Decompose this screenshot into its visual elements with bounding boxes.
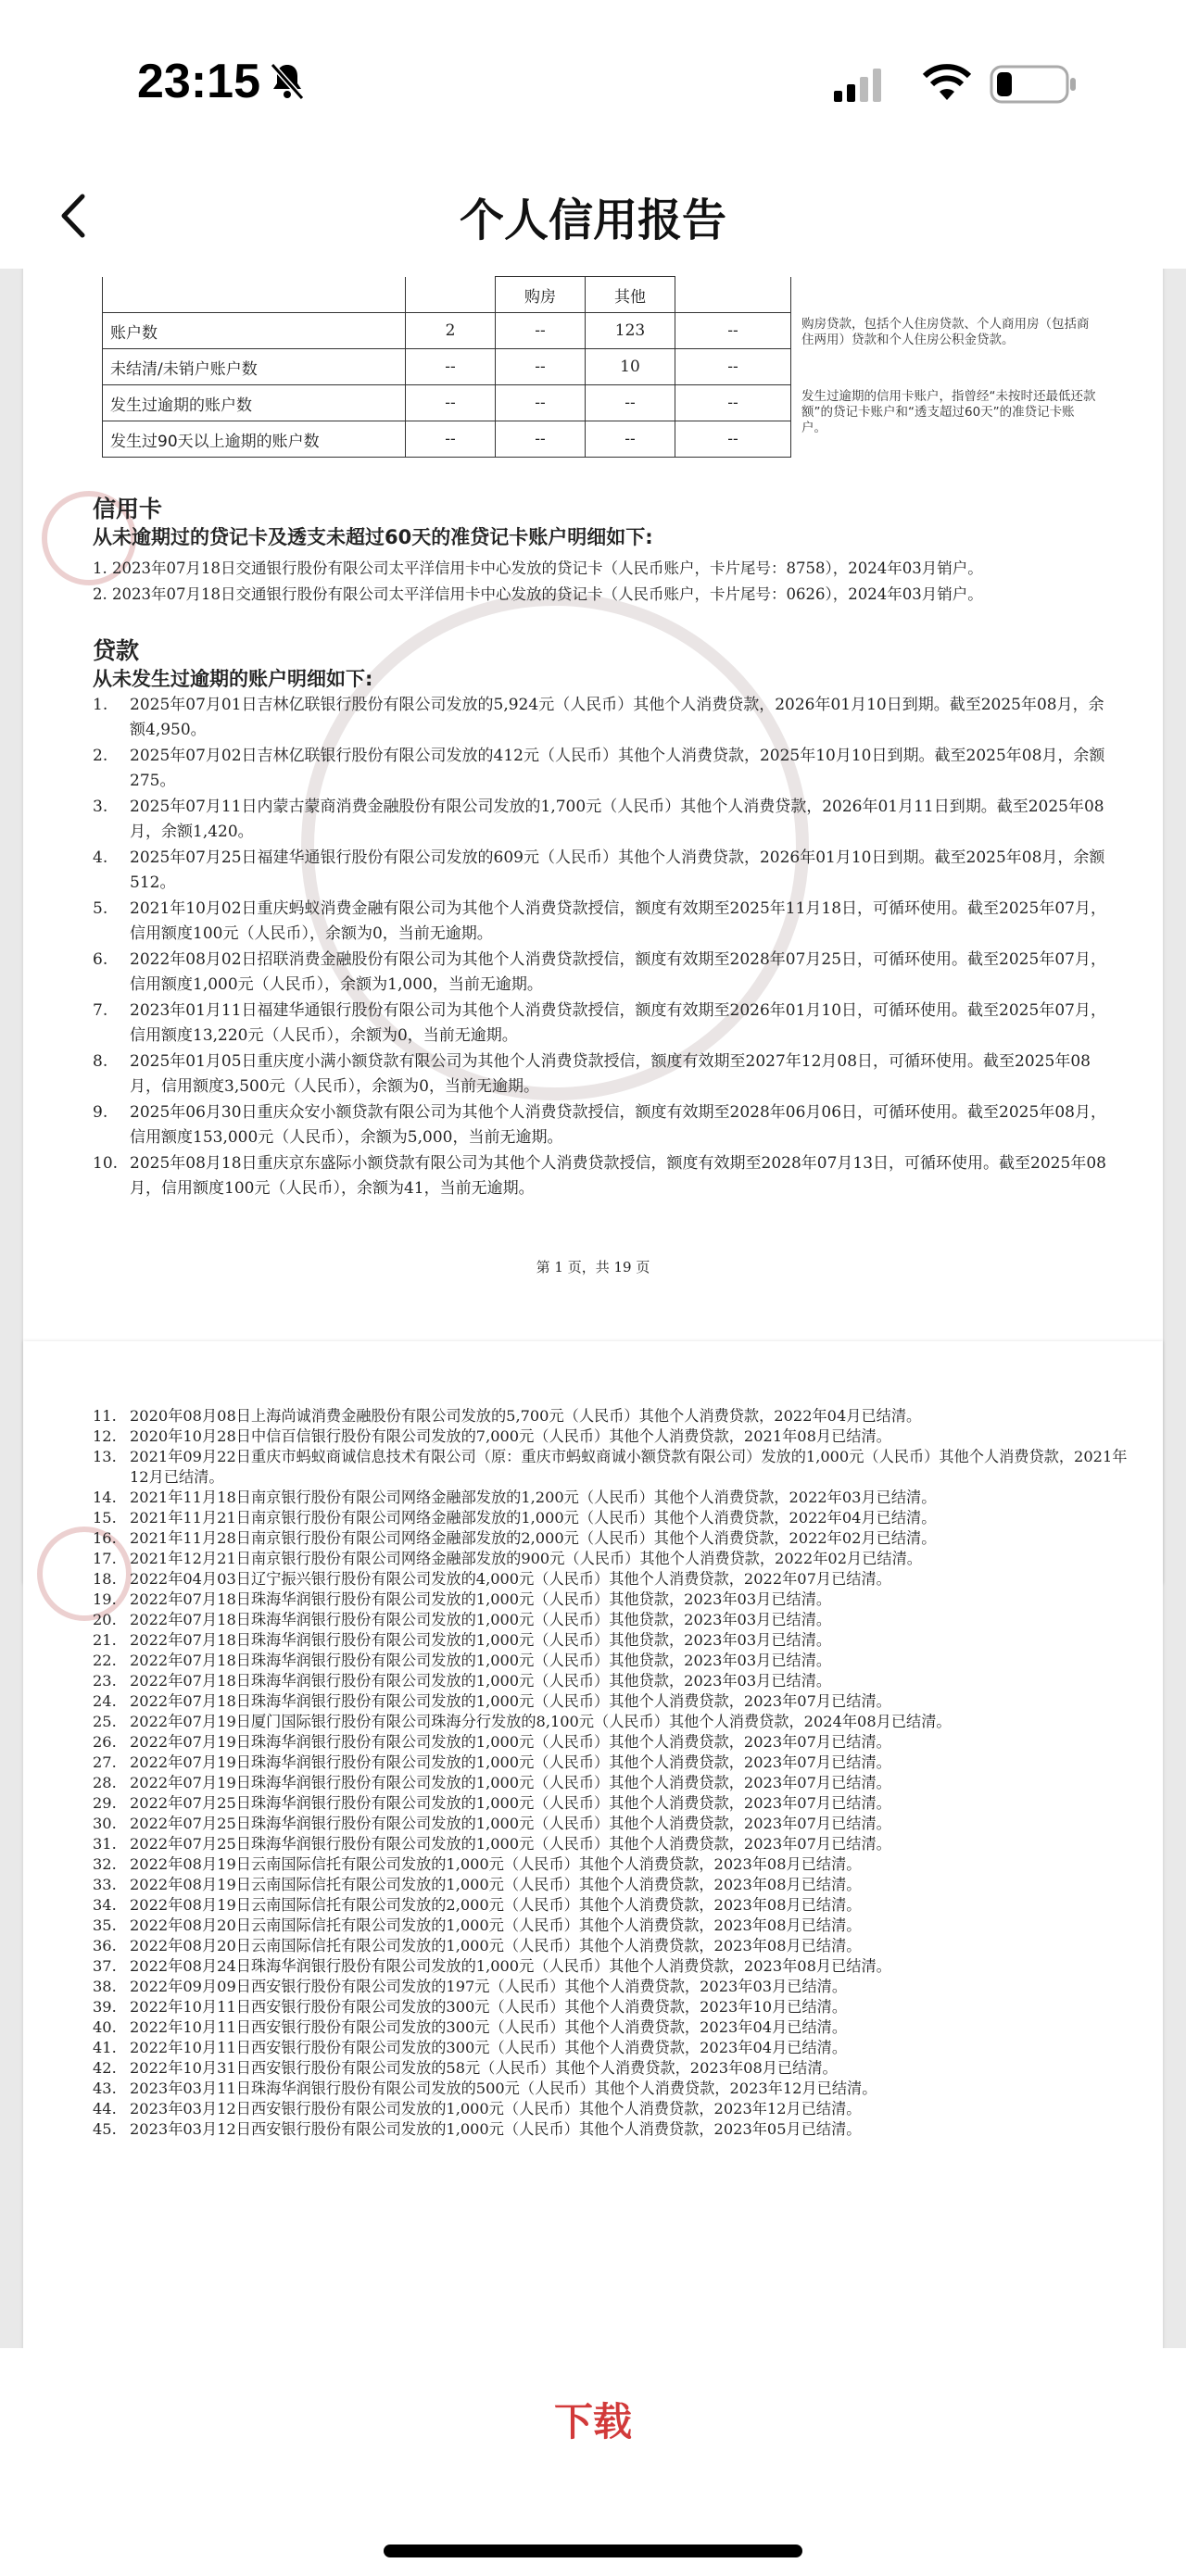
history-item: 39. 2022年10月11日西安银行股份有限公司发放的300元（人民币）其他个人消费贷款，2023年10月已结清。: [93, 1998, 848, 2016]
loan-item: 5. 2021年10月02日重庆蚂蚁消费金融有限公司为其他个人消费贷款授信，额度有效期至2025年11月18日，可循环使用。截至2025年07月，信用额度100元（人民币），余额为0，当前无逾期。: [93, 899, 1106, 943]
history-item: 38. 2022年09月09日西安银行股份有限公司发放的197元（人民币）其他个人消费贷款，2023年03月已结清。: [93, 1978, 848, 1995]
history-item: 41. 2022年10月11日西安银行股份有限公司发放的300元（人民币）其他个人消费贷款，2023年04月已结清。: [93, 2039, 848, 2056]
history-item: 20. 2022年07月18日珠海华润银行股份有限公司发放的1,000元（人民币）其他贷款，2023年03月已结清。: [93, 1611, 832, 1628]
history-item: 43. 2023年03月11日珠海华润银行股份有限公司发放的500元（人民币）其他个人消费贷款，2023年12月已结清。: [93, 2080, 877, 2097]
history-item: 35. 2022年08月20日云南国际信托有限公司发放的1,000元（人民币）其他个人消费贷款，2023年08月已结清。: [93, 1916, 862, 1934]
history-item: 36. 2022年08月20日云南国际信托有限公司发放的1,000元（人民币）其他个人消费贷款，2023年08月已结清。: [93, 1937, 862, 1954]
col-header-other: 其他: [586, 277, 675, 313]
history-item: 44. 2023年03月12日西安银行股份有限公司发放的1,000元（人民币）其他个人消费贷款，2023年12月已结清。: [93, 2100, 862, 2117]
col-header-house: 购房: [496, 277, 586, 313]
history-item: 21. 2022年07月18日珠海华润银行股份有限公司发放的1,000元（人民币）其他贷款，2023年03月已结清。: [93, 1631, 832, 1649]
history-item: 14. 2021年11月18日南京银行股份有限公司网络金融部发放的1,200元（人民币）其他个人消费贷款，2022年03月已结清。: [93, 1489, 937, 1506]
history-item: 11. 2020年08月08日上海尚诚消费金融股份有限公司发放的5,700元（人民币）其他个人消费贷款，2022年04月已结清。: [93, 1407, 922, 1425]
history-item: 45. 2023年03月12日西安银行股份有限公司发放的1,000元（人民币）其他个人消费贷款，2023年05月已结清。: [93, 2120, 862, 2138]
side-note-house-loan: 购房贷款，包括个人住房贷款、个人商用房（包括商住两用）贷款和个人住房公积金贷款。: [801, 317, 1090, 347]
history-item: 18. 2022年04月03日辽宁振兴银行股份有限公司发放的4,000元（人民币）其他个人消费贷款，2022年07月已结清。: [93, 1570, 891, 1588]
loan-section-subtitle: 从未发生过逾期的账户明细如下:: [93, 668, 373, 690]
history-item: 19. 2022年07月18日珠海华润银行股份有限公司发放的1,000元（人民币）其他贷款，2023年03月已结清。: [93, 1590, 832, 1608]
history-item: 34. 2022年08月19日云南国际信托有限公司发放的2,000元（人民币）其他个人消费贷款，2023年08月已结清。: [93, 1896, 862, 1914]
status-bar: [0, 0, 1186, 171]
side-note-overdue: 发生过逾期的信用卡账户，指曾经“未按时还最低还款额”的贷记卡账户和“透支超过60天”的准贷记卡账户。: [801, 389, 1096, 435]
history-item: 16. 2021年11月28日南京银行股份有限公司网络金融部发放的2,000元（人民币）其他个人消费贷款，2022年02月已结清。: [93, 1529, 937, 1547]
loan-item: 9. 2025年06月30日重庆众安小额贷款有限公司为其他个人消费贷款授信，额度有效期至2028年06月06日，可循环使用。截至2025年08月，信用额度153,000元（人民币），余额为5,000，当前无逾期。: [93, 1103, 1106, 1147]
table-row: 未结清/未销户账户数 -- -- 10 --: [103, 349, 791, 385]
credit-card-section-subtitle: 从未逾期过的贷记卡及透支未超过60天的准贷记卡账户明细如下:: [93, 526, 653, 548]
history-item: 28. 2022年07月19日珠海华润银行股份有限公司发放的1,000元（人民币）其他个人消费贷款，2023年07月已结清。: [93, 1774, 891, 1791]
history-item: 22. 2022年07月18日珠海华润银行股份有限公司发放的1,000元（人民币）其他贷款，2023年03月已结清。: [93, 1652, 832, 1669]
table-row: 账户数 2 -- 123 --: [103, 313, 791, 349]
home-indicator: [384, 2545, 802, 2557]
battery-icon: [990, 65, 1079, 107]
credit-card-item: 2. 2023年07月18日交通银行股份有限公司太平洋信用卡中心发放的贷记卡（人民币账户，卡片尾号：0626），2024年03月销户。: [93, 585, 983, 603]
report-page-2: [23, 1341, 1163, 2348]
history-item: 13. 2021年09月22日重庆市蚂蚁商诚信息技术有限公司（原：重庆市蚂蚁商诚小额贷款有限公司）发放的1,000元（人民币）其他个人消费贷款，2021年12月已结清。: [93, 1448, 1128, 1486]
history-item: 17. 2021年12月21日南京银行股份有限公司网络金融部发放的900元（人民币）其他个人消费贷款，2022年02月已结清。: [93, 1550, 922, 1567]
loan-item: 6. 2022年08月02日招联消费金融股份有限公司为其他个人消费贷款授信，额度有效期至2028年07月25日，可循环使用。截至2025年07月，信用额度1,000元（人民币），余额为1,000，当前无逾期。: [93, 950, 1106, 994]
loan-item: 1. 2025年07月01日吉林亿联银行股份有限公司发放的5,924元（人民币）其他个人消费贷款，2026年01月10日到期。截至2025年08月，余额4,950。: [93, 696, 1104, 739]
history-item: 26. 2022年07月19日珠海华润银行股份有限公司发放的1,000元（人民币）其他个人消费贷款，2023年07月已结清。: [93, 1733, 891, 1751]
bottom-action-bar: [0, 2348, 1186, 2576]
history-item: 24. 2022年07月18日珠海华润银行股份有限公司发放的1,000元（人民币）其他个人消费贷款，2023年07月已结清。: [93, 1692, 891, 1710]
history-item: 30. 2022年07月25日珠海华润银行股份有限公司发放的1,000元（人民币）其他个人消费贷款，2023年07月已结清。: [93, 1815, 891, 1832]
cellular-signal-icon: [834, 69, 886, 106]
table-row: 发生过90天以上逾期的账户数 -- -- -- --: [103, 421, 791, 458]
history-item: 42. 2022年10月31日西安银行股份有限公司发放的58元（人民币）其他个人消费贷款，2023年08月已结清。: [93, 2059, 838, 2077]
history-item: 40. 2022年10月11日西安银行股份有限公司发放的300元（人民币）其他个人消费贷款，2023年04月已结清。: [93, 2018, 848, 2036]
history-item: 33. 2022年08月19日云南国际信托有限公司发放的1,000元（人民币）其他个人消费贷款，2023年08月已结清。: [93, 1876, 862, 1893]
page-number-footer: 第 1 页，共 19 页: [536, 1259, 650, 1275]
credit-card-section-title: 信用卡: [93, 496, 163, 522]
history-item: 37. 2022年08月24日珠海华润银行股份有限公司发放的1,000元（人民币）其他个人消费贷款，2023年08月已结清。: [93, 1957, 891, 1975]
loan-item: 7. 2023年01月11日福建华通银行股份有限公司为其他个人消费贷款授信，额度有效期至2026年01月10日，可循环使用。截至2025年07月，信用额度13,220元（人民币），余额为0，当前无逾期。: [93, 1001, 1106, 1045]
loan-item: 3. 2025年07月11日内蒙古蒙商消费金融股份有限公司发放的1,700元（人民币）其他个人消费贷款，2026年01月11日到期。截至2025年08月，余额1,420。: [93, 798, 1104, 841]
credit-card-item: 1. 2023年07月18日交通银行股份有限公司太平洋信用卡中心发放的贷记卡（人民币账户，卡片尾号：8758），2024年03月销户。: [93, 559, 983, 577]
table-row: 发生过逾期的账户数 -- -- -- --: [103, 385, 791, 421]
loan-item: 4. 2025年07月25日福建华通银行股份有限公司发放的609元（人民币）其他个人消费贷款，2026年01月10日到期。截至2025年08月，余额512。: [93, 848, 1105, 892]
history-item: 31. 2022年07月25日珠海华润银行股份有限公司发放的1,000元（人民币）其他个人消费贷款，2023年07月已结清。: [93, 1835, 891, 1853]
history-item: 29. 2022年07月25日珠海华润银行股份有限公司发放的1,000元（人民币）其他个人消费贷款，2023年07月已结清。: [93, 1794, 891, 1812]
history-item: 23. 2022年07月18日珠海华润银行股份有限公司发放的1,000元（人民币）其他贷款，2023年03月已结清。: [93, 1672, 832, 1690]
history-item: 32. 2022年08月19日云南国际信托有限公司发放的1,000元（人民币）其他个人消费贷款，2023年08月已结清。: [93, 1855, 862, 1873]
pdf-viewer[interactable]: [0, 269, 1186, 2348]
account-summary-table: [102, 276, 791, 458]
page-title: 个人信用报告: [459, 195, 726, 246]
wifi-icon: [922, 63, 972, 106]
nav-bar: [0, 171, 1186, 269]
history-item: 25. 2022年07月19日厦门国际银行股份有限公司珠海分行发放的8,100元（人民币）其他个人消费贷款，2024年08月已结清。: [93, 1713, 952, 1730]
download-button[interactable]: 下载: [553, 2399, 632, 2444]
status-time: 23:15: [137, 55, 260, 108]
bell-muted-icon: [269, 61, 306, 106]
history-item: 27. 2022年07月19日珠海华润银行股份有限公司发放的1,000元（人民币）其他个人消费贷款，2023年07月已结清。: [93, 1753, 891, 1771]
loan-item: 10. 2025年08月18日重庆京东盛际小额贷款有限公司为其他个人消费贷款授信，额度有效期至2028年07月13日，可循环使用。截至2025年08月，信用额度100元（人民币），余额为41，当前无逾期。: [93, 1154, 1106, 1198]
loan-item: 8. 2025年01月05日重庆度小满小额贷款有限公司为其他个人消费贷款授信，额度有效期至2027年12月08日，可循环使用。截至2025年08月，信用额度3,500元（人民币），余额为0，当前无逾期。: [93, 1052, 1091, 1096]
history-item: 12. 2020年10月28日中信百信银行股份有限公司发放的7,000元（人民币）其他个人消费贷款，2021年08月已结清。: [93, 1427, 891, 1445]
loan-item: 2. 2025年07月02日吉林亿联银行股份有限公司发放的412元（人民币）其他个人消费贷款，2025年10月10日到期。截至2025年08月，余额275。: [93, 747, 1105, 790]
loan-section-title: 贷款: [93, 637, 140, 664]
history-item: 15. 2021年11月21日南京银行股份有限公司网络金融部发放的1,000元（人民币）其他个人消费贷款，2022年04月已结清。: [93, 1509, 937, 1527]
